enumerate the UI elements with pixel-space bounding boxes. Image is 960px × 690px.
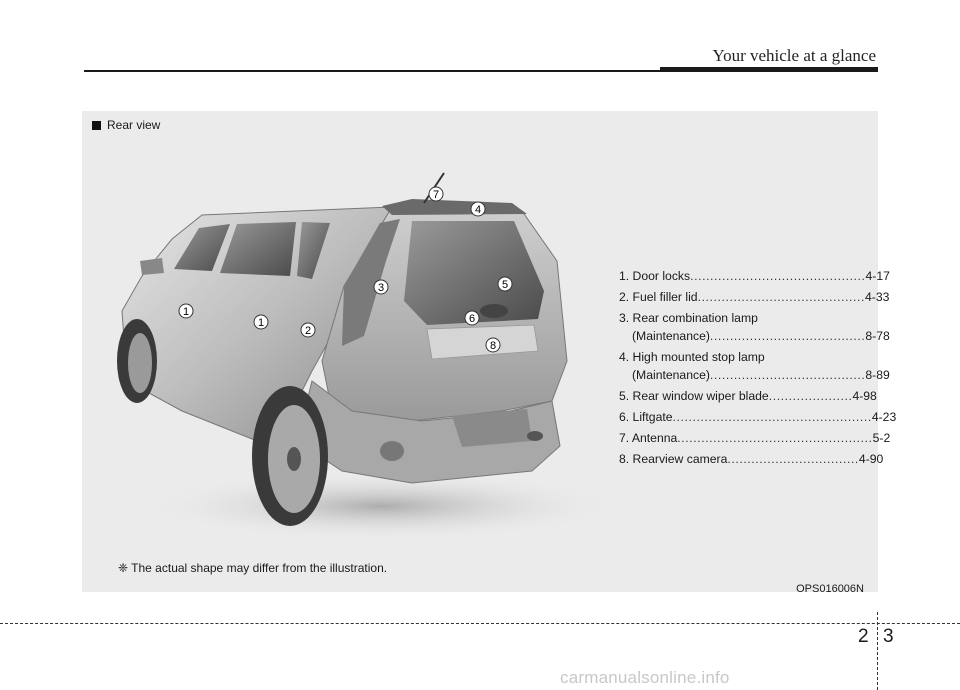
legend-page-ref: 5-2: [872, 431, 891, 445]
legend-label: 4. High mounted stop lamp: [619, 350, 765, 364]
watermark-text: carmanualsonline.info: [560, 668, 730, 687]
callout-1a-label: 1: [182, 306, 190, 318]
page-header-title: Your vehicle at a glance: [712, 46, 876, 65]
callout-3-label: 3: [377, 282, 385, 294]
callout-7-label: 7: [432, 189, 440, 201]
page-number: 3: [883, 626, 894, 647]
illustration-note: ❈ The actual shape may differ from the illustration.: [118, 561, 388, 575]
legend-sublabel: (Maintenance): [632, 368, 710, 382]
legend-label: 8. Rearview camera: [619, 452, 728, 466]
callout-2-label: 2: [304, 325, 312, 337]
leader-dots: .................................................: [677, 431, 873, 445]
legend-sublabel: (Maintenance): [632, 329, 710, 343]
legend-page-ref: 8-89: [865, 368, 890, 382]
figure-code: OPS016006N: [796, 583, 864, 595]
figure-panel: [82, 111, 897, 595]
legend-label: 5. Rear window wiper blade: [619, 389, 769, 403]
callout-5: [498, 277, 512, 291]
legend-item: [619, 267, 890, 285]
legend-item: [619, 450, 884, 468]
footer-rule: [0, 623, 960, 624]
callout-1a: [179, 304, 193, 318]
callout-6: [465, 311, 479, 325]
callout-6-label: 6: [468, 313, 476, 325]
legend-item: [619, 288, 890, 306]
callout-4: [471, 202, 485, 216]
leader-dots: ..................................................: [672, 410, 872, 424]
callout-5-label: 5: [501, 279, 509, 291]
footer-divider: [877, 612, 878, 690]
legend-item: [619, 408, 897, 426]
callout-8: [486, 338, 500, 352]
legend-page-ref: 4-98: [852, 389, 877, 403]
callout-4-label: 4: [474, 204, 482, 216]
callout-8-label: 8: [489, 340, 497, 352]
legend-label: 2. Fuel filler lid: [619, 290, 698, 304]
leader-dots: ............................................: [690, 269, 866, 283]
legend-page-ref: 4-33: [865, 290, 890, 304]
header-rule-accent: [660, 67, 878, 72]
callout-2: [301, 323, 315, 337]
legend-item: [619, 348, 890, 384]
legend-label: 6. Liftgate: [619, 410, 673, 424]
leader-dots: ..........................................: [697, 290, 865, 304]
legend-page-ref: 4-23: [871, 410, 897, 424]
section-label-text: Rear view: [107, 118, 161, 132]
leader-dots: .....................: [768, 389, 853, 403]
leader-dots: .................................: [727, 452, 859, 466]
legend-page-ref: 8-78: [865, 329, 890, 343]
legend-label: 7. Antenna: [619, 431, 678, 445]
callout-1b: [254, 315, 268, 329]
legend-label: 1. Door locks: [619, 269, 691, 283]
callout-1b-label: 1: [257, 317, 265, 329]
legend-item: [619, 309, 890, 345]
legend-label: 3. Rear combination lamp: [619, 311, 758, 325]
leader-dots: .......................................: [709, 368, 866, 382]
callout-7: [429, 187, 443, 201]
legend-item: [619, 429, 891, 447]
leader-dots: .......................................: [709, 329, 866, 343]
chapter-number: 2: [858, 626, 869, 647]
legend-item: [619, 387, 877, 405]
callout-3: [374, 280, 388, 294]
header-rule: [84, 70, 660, 72]
parts-legend: [619, 267, 897, 471]
legend-page-ref: 4-90: [858, 452, 884, 466]
legend-page-ref: 4-17: [865, 269, 890, 283]
